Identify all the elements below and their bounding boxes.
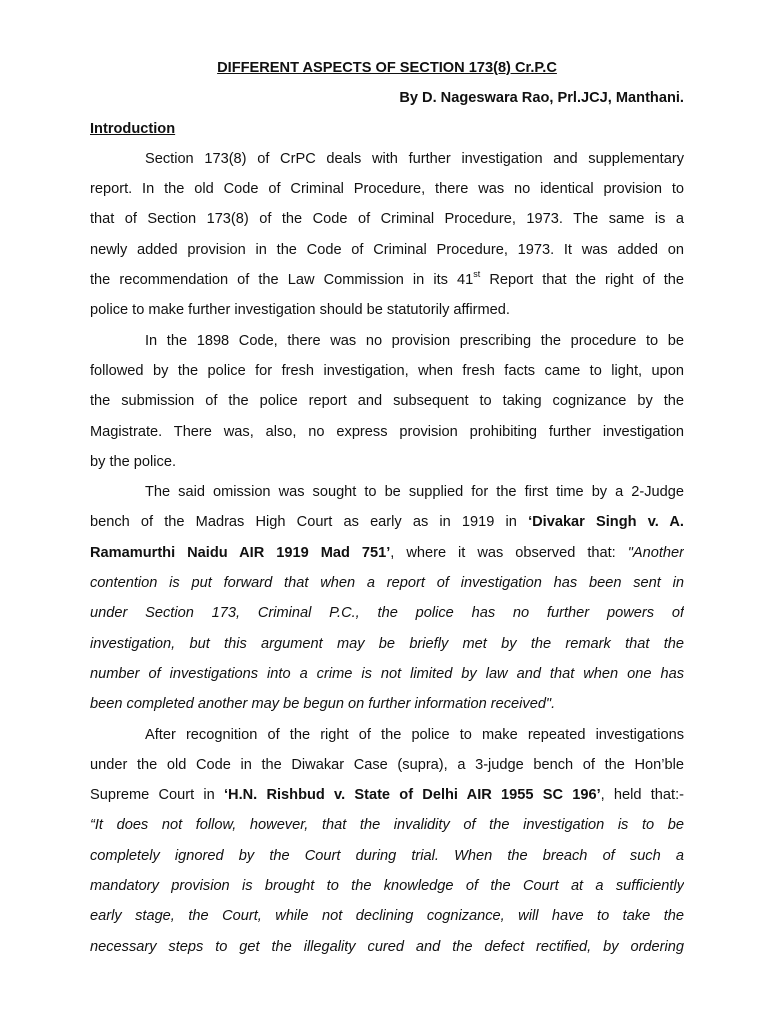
paragraph [90, 144, 684, 326]
paragraph [90, 477, 684, 719]
text-run: Section 173(8) of CrPC deals with further investigation and supplementary [145, 150, 684, 167]
italic-quote: investigation, but this argument may be briefly met by the remark that the [90, 635, 684, 652]
text-run: under the old Code in the Diwakar Case (supra), a 3-judge bench of the Hon’ble [90, 756, 684, 773]
text-line [90, 174, 684, 204]
text-line [90, 871, 684, 901]
text-run: The said omission was sought to be supplied for the first time by a 2-Judge [145, 484, 684, 501]
text-run: followed by the police for fresh investigation, when fresh facts came to light, upon [90, 362, 684, 379]
text-line [90, 659, 684, 689]
italic-quote: number of investigations into a crime is not limited by law and that when one has [90, 665, 684, 682]
text-line [90, 295, 684, 325]
text-run: police to make further investigation should be statutorily affirmed. [90, 302, 510, 319]
italic-quote: been completed another may be begun on further information received". [90, 696, 556, 713]
text-line [90, 144, 684, 174]
text-line [90, 810, 684, 840]
italic-quote: under Section 173, Criminal P.C., the police has no further powers of [90, 605, 684, 622]
text-run: report. In the old Code of Criminal Procedure, there was no identical provision to [90, 181, 684, 198]
text-line [90, 477, 684, 507]
text-line [90, 235, 684, 265]
text-line [90, 417, 684, 447]
superscript: st [473, 269, 481, 280]
text-line [90, 326, 684, 356]
text-run: After recognition of the right of the police to make repeated investigations [145, 726, 684, 743]
italic-quote: contention is put forward that when a report of investigation has been sent in [90, 575, 684, 592]
section-heading-introduction: Introduction [90, 120, 176, 137]
text-line [90, 780, 684, 810]
text-run: that of Section 173(8) of the Code of Criminal Procedure, 1973. The same is a [90, 211, 684, 228]
italic-quote: necessary steps to get the illegality cured and the defect rectified, by ordering [90, 938, 684, 955]
text-run: In the 1898 Code, there was no provision prescribing the procedure to be [145, 332, 684, 349]
text-line [90, 629, 684, 659]
text-line [90, 720, 684, 750]
italic-quote: mandatory provision is brought to the knowledge of the Court at a sufficiently [90, 878, 684, 895]
paragraph [90, 720, 684, 811]
document-body [90, 144, 684, 962]
text-run: , held that:- [600, 787, 684, 804]
text-run: Report that the right of the [480, 272, 684, 289]
text-line [90, 386, 684, 416]
text-run: the submission of the police report and subsequent to taking cognizance by the [90, 393, 684, 410]
text-line [90, 538, 684, 568]
text-line [90, 750, 684, 780]
paragraph [90, 810, 684, 961]
text-line [90, 265, 684, 295]
text-run: bench of the Madras High Court as early as in 1919 in [90, 514, 529, 531]
italic-quote: early stage, the Court, while not declining cognizance, will have to take the [90, 908, 684, 925]
text-run: Magistrate. There was, also, no express provision prohibiting further investigation [90, 423, 684, 440]
text-run: by the police. [90, 453, 176, 470]
text-line [90, 598, 684, 628]
bold-citation: ‘H.N. Rishbud v. State of Delhi AIR 1955 SC 196’ [223, 787, 601, 804]
text-line [90, 356, 684, 386]
bold-citation: ‘Divakar Singh v. A. [528, 514, 684, 531]
document-title: DIFFERENT ASPECTS OF SECTION 173(8) Cr.P.C [217, 60, 557, 76]
text-run: the recommendation of the Law Commission in its 41 [90, 272, 474, 289]
italic-quote: “It does not follow, however, that the invalidity of the investigation is to be [90, 817, 684, 834]
bold-citation: Ramamurthi Naidu AIR 1919 Mad 751’ [90, 544, 391, 561]
text-line [90, 932, 684, 962]
document-author: By D. Nageswara Rao, Prl.JCJ, Manthani. [399, 90, 684, 107]
italic-quote: completely ignored by the Court during trial. When the breach of such a [90, 847, 684, 864]
text-line [90, 204, 684, 234]
text-run: , where it was observed that: [390, 544, 628, 561]
paragraph [90, 326, 684, 477]
document-page [90, 53, 684, 962]
text-run: Supreme Court in [90, 787, 224, 804]
text-run: newly added provision in the Code of Criminal Procedure, 1973. It was added on [90, 241, 684, 258]
text-line [90, 901, 684, 931]
text-line [90, 568, 684, 598]
text-line [90, 507, 684, 537]
text-line [90, 841, 684, 871]
italic-quote: "Another [627, 544, 684, 561]
text-line [90, 689, 684, 719]
text-line [90, 447, 684, 477]
